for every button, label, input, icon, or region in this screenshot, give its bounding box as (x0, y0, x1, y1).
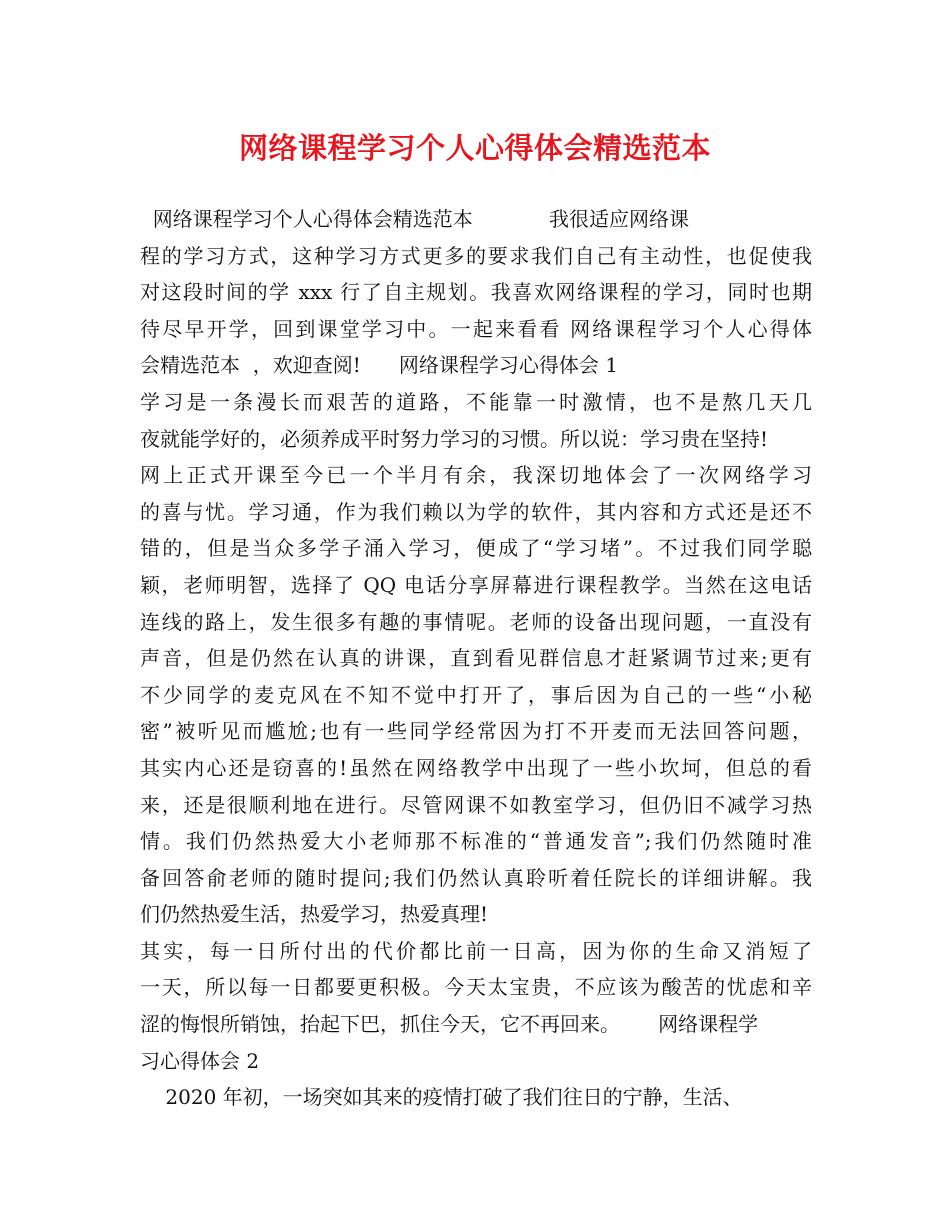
text-line: 2020 年初，一场突如其来的疫情打破了我们往日的宁静，生活、 (140, 1085, 743, 1110)
text-line: 声音，但是仍然在认真的讲课，直到看见群信息才赶紧调节过来;更有 (140, 646, 812, 671)
text-line: 来，还是很顺利地在进行。尽管网课不如教室学习，但仍旧不减学习热 (140, 792, 812, 817)
text-line: 学习是一条漫长而艰苦的道路，不能靠一时激情，也不是熬几天几 (140, 389, 812, 414)
text-line: 颖，老师明智，选择了 QQ 电话分享屏幕进行课程教学。当然在这电话 (140, 572, 812, 597)
text-line: 对这段时间的学 xxx 行了自主规划。我喜欢网络课程的学习，同时也期 (140, 280, 812, 305)
text-line: 夜就能学好的，必须养成平时努力学习的习惯。所以说：学习贵在坚持! (140, 426, 769, 451)
text-line: 们仍然热爱生活，热爱学习，热爱真理! (140, 902, 489, 927)
text-line: 情。我们仍然热爱大小老师那不标准的“普通发音”;我们仍然随时准 (140, 829, 812, 854)
text-line: 会精选范本 ，欢迎查阅! 网络课程学习心得体会 1 (140, 353, 618, 378)
text-line: 连线的路上，发生很多有趣的事情呢。老师的设备出现问题，一直没有 (140, 609, 812, 634)
text-line: 密”被听见而尴尬;也有一些同学经常因为打不开麦而无法回答问题， (140, 719, 812, 744)
text-line: 待尽早开学，回到课堂学习中。一起来看看 网络课程学习个人心得体 (140, 316, 812, 341)
text-line: 习心得体会 2 (140, 1048, 260, 1073)
text-line: 错的，但是当众多学子涌入学习，便成了“学习堵”。不过我们同学聪 (140, 536, 812, 561)
text-line: 不少同学的麦克风在不知不觉中打开了，事后因为自己的一些“小秘 (140, 682, 812, 707)
text-line: 其实，每一日所付出的代价都比前一日高，因为你的生命又消短了 (140, 938, 812, 963)
document-body (140, 201, 812, 1116)
text-line: 网上正式开课至今已一个半月有余，我深切地体会了一次网络学习 (140, 463, 812, 488)
text-line: 备回答俞老师的随时提问;我们仍然认真聆听着任院长的详细讲解。我 (140, 865, 812, 890)
text-line: 网络课程学习个人心得体会精选范本 我很适应网络课 (140, 207, 690, 231)
text-line: 其实内心还是窃喜的!虽然在网络教学中出现了一些小坎坷，但总的看 (140, 755, 812, 780)
text-line: 的喜与忧。学习通，作为我们赖以为学的软件，其内容和方式还是还不 (140, 499, 812, 524)
text-line: 一天，所以每一日都要更积极。今天太宝贵，不应该为酸苦的忧虑和辛 (140, 975, 812, 1000)
text-line: 程的学习方式，这种学习方式更多的要求我们自己有主动性，也促使我 (140, 243, 812, 268)
document-title: 网络课程学习个人心得体会精选范本 (238, 131, 711, 165)
text-line: 涩的悔恨所销蚀，抬起下巴，抓住今天，它不再回来。 网络课程学 (140, 1012, 759, 1037)
